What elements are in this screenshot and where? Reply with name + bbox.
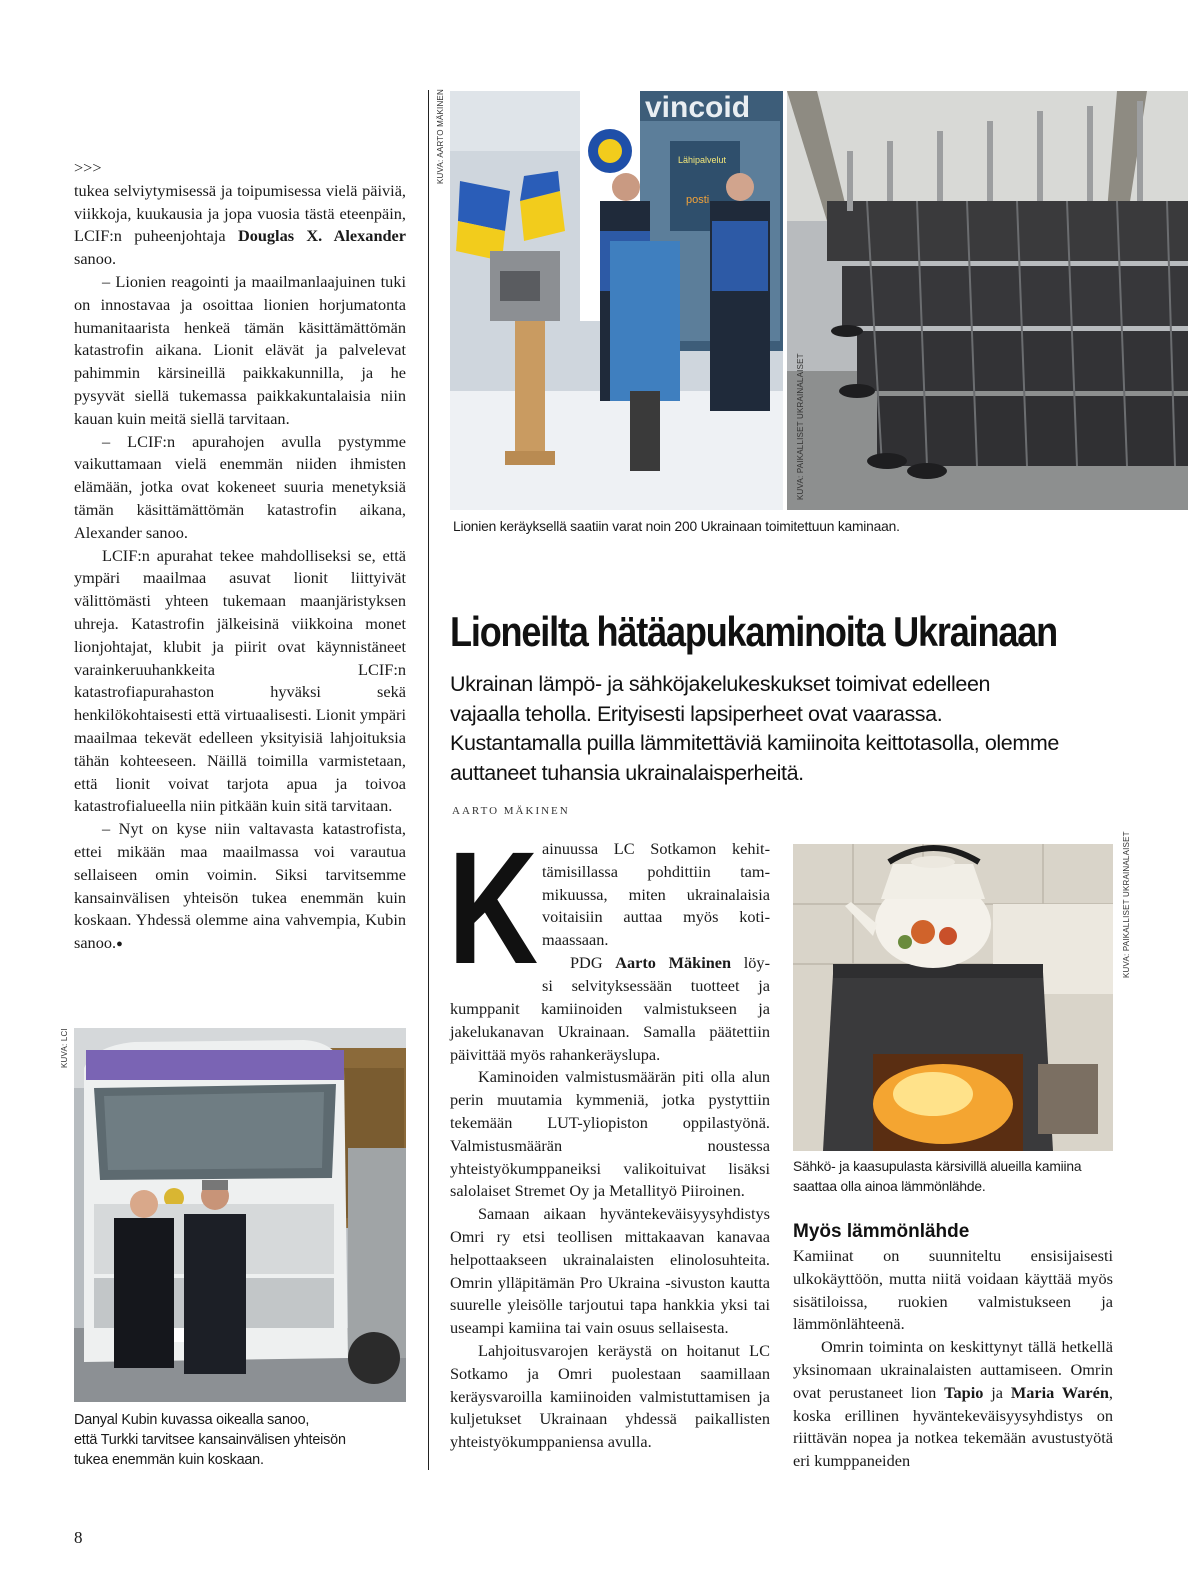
- left-paragraph-2: – Lionien reagointi ja maailmanlaajuinen tuki on innostavaa ja osoittaa lionien horjumatonta humanitaarista henkeä tämän käsittämättömän katastrofin aikana. Lionit elävät ja palvelevat pahimmin kärsineillä paikkakunnilla, ja he pysyvät siellä tukemassa paikkakuntalaisia niin kauan kuin meitä siellä tarvitaan.: [74, 271, 406, 428]
- article-headline: Lioneilta hätäapukaminoita Ukrainaan: [450, 608, 1057, 655]
- drop-cap: K: [448, 818, 539, 997]
- storefront-sign: vincoid: [645, 91, 751, 124]
- lions-event-photo: [450, 91, 783, 510]
- truck-photo: [74, 1028, 406, 1402]
- person-name: Aarto Mäkinen: [615, 952, 732, 972]
- window-sign-posti: posti: [686, 194, 710, 206]
- article-lead: Ukrainan lämpö- ja sähköjakelukeskukset toimivat edelleen vajaalla teholla. Erityisesti lapsiperheet ovat vaarassa. Kustantamalla puilla lämmitettäviä kamiinoita keittotasolla, olemme auttaneet tuhansia ukrainalaisperheitä.: [450, 672, 1059, 785]
- truck-photo-caption: Danyal Kubin kuvassa oikealla sanoo, että Turkki tarvitsee kansainvälisen yhteisön tukea enemmän kuin koskaan.: [74, 1412, 346, 1468]
- middle-paragraph-2: Kaminoiden valmistusmäärän piti olla alun perin muutamia kymmeniä, jotka pystyttiin tekemään LUT-yliopiston oppilastyönä. Valmistusmäärän noustessa yhteistyökumppaneiksi valikoituivat lisäksi salolaiset Stremet Oy ja Metallityö Piiroinen.: [450, 1067, 770, 1201]
- end-mark: ●: [116, 938, 123, 951]
- top-photos-caption: Lionien keräyksellä saatiin varat noin 200 Ukrainaan toimitettuun kaminaan.: [453, 519, 900, 534]
- kettle-photo-caption: Sähkö- ja kaasupulasta kärsivillä alueilla kamiina saattaa olla ainoa lämmönlähde.: [793, 1159, 1082, 1194]
- right-article-column: [793, 1245, 1113, 1473]
- window-sign: Lähipalvelut: [678, 155, 727, 165]
- column-divider: [428, 90, 429, 1470]
- section-subhead: Myös lämmönlähde: [793, 1221, 970, 1242]
- truck-photo-image: [74, 1028, 406, 1402]
- right-paragraph-1: Kamiinat on suunniteltu ensisijaisesti ulkokäyttöön, mutta niitä voidaan käyttää myös sisätiloissa, ruokien valmistukseen ja lämmönlähteenä.: [793, 1246, 1113, 1334]
- middle-article-column: [450, 998, 770, 1454]
- stoves-stack-photo: [787, 91, 1188, 510]
- continuation-marker: >>>: [74, 158, 102, 177]
- photo-credit-local-2: KUVA: PAIKALLISET UKRAINALAISET: [1122, 831, 1131, 978]
- person-name: Tapio: [944, 1382, 984, 1402]
- left-article-column: [74, 157, 406, 956]
- lions-event-image: [450, 91, 783, 510]
- person-name: Douglas X. Alexander: [237, 226, 407, 246]
- page-number: 8: [74, 1528, 83, 1547]
- photo-credit-local-1: KUVA: PAIKALLISET UKRAINALAISET: [796, 353, 805, 500]
- left-paragraph-5: – Nyt on kyse niin valtavasta katastrofista, ettei mikään maa maailmassa voi varautua sellaiseen omin voimin. Siksi tarvitsemme kansainvälisen yhteisön tukea enemmän kuin koskaan. Yhdessä olemme aina vahvempia, Kubin sanoo.●: [74, 819, 406, 953]
- middle-paragraph-3: Samaan aikaan hyväntekeväisyysyhdistys Omri ry etsi teollisen mittakaavan kanavaa helpottaakseen ukrainalaisten elinolosuhteita. Omrin ylläpitämän Pro Ukraina -sivuston kautta suurelle yleisölle tarjoutui tapa hankkia yksi tai useampi kamiina tai vain osuus sellaisesta.: [450, 1204, 770, 1338]
- photo-credit-makinen: KUVA: AARTO MÄKINEN: [436, 89, 445, 184]
- left-paragraph-1: tukea selviytymisessä ja toipumisessa vielä päiviä, viikkoja, kuukausia ja jopa vuosia tästä eteenpäin, LCIF:n puheenjohtaja Douglas X. Alexander sanoo.: [74, 180, 407, 269]
- middle-paragraph-4: Lahjoitusvarojen keräystä on hoitanut LC Sotkamo ja Omri puolestaan saamillaan keräysvaroilla kamiinoiden valmistuttamisen ja kuljetukset Ukrainaan yhdessä paikallisten yhteistyökumppaniensa avulla.: [450, 1340, 770, 1452]
- dropcap-lines: ainuussa LC Sotkamon kehit- tämisillassa pohdittiin tam- mikuussa, miten ukrainalaisia voitaisiin auttaa myös koti- maassaan. PDG Aarto Mäkinen löy- si selvityksessään tuotteet ja: [542, 839, 770, 995]
- photo-credit-lci: KUVA: LCI: [60, 1028, 69, 1068]
- left-paragraph-3: – LCIF:n apurahojen avulla pystymme vaikuttamaan vielä enemmän niiden ihmisten elämään, jotka ovat kokeneet suuria menetyksiä tämän käsittämättömän katastrofin aikana, Alexander sanoo.: [74, 431, 406, 542]
- right-paragraph-2: Omrin toiminta on keskittynyt tällä hetkellä yksinomaan ukrainalaisten auttamiseen. Omrin ovat perustaneet lion Tapio ja Maria Warén, koska erillinen hyväntekeväisyysyhdistys on riittävän nopea ja notkea tekemään avustustyötä eri kumppaneiden: [793, 1337, 1113, 1471]
- kettle-stove-photo: [793, 844, 1113, 1151]
- middle-paragraph-1: kumppanit kamiinoiden valmistukseen ja jakelukanavan Ukrainaan. Samalla päätettiin päivittää myös rahankeräyslupa.: [450, 999, 770, 1064]
- article-byline: AARTO MÄKINEN: [452, 805, 570, 817]
- person-name: Maria Warén: [1010, 1382, 1109, 1402]
- kettle-stove-image: [793, 844, 1113, 1151]
- left-paragraph-4: LCIF:n apurahat tekee mahdolliseksi se, että ympäri maailmaa asuvat lionit liittyivät välittömästi yhteen tukemaan maanjäristyksen uhreja. Katastrofin jälkeisinä viikkoina monet lionjohtajat, klubit ja piirit ovat käynnistäneet varainkeruuhankkeita LCIF:n katastrofiapurahaston hyväksi sekä henkilökohtaisesti että virtuaalisesti. Lionit ympäri maailmaa tekevät edelleen yksityisiä lahjoituksia tähän kohteeseen. Näillä toimilla varmistetaan, että lionit voivat tarjota apua ja toivoa katastrofialueella niin pitkään kuin sitä tarvitaan.: [74, 545, 406, 816]
- stoves-stack-image: [787, 91, 1188, 510]
